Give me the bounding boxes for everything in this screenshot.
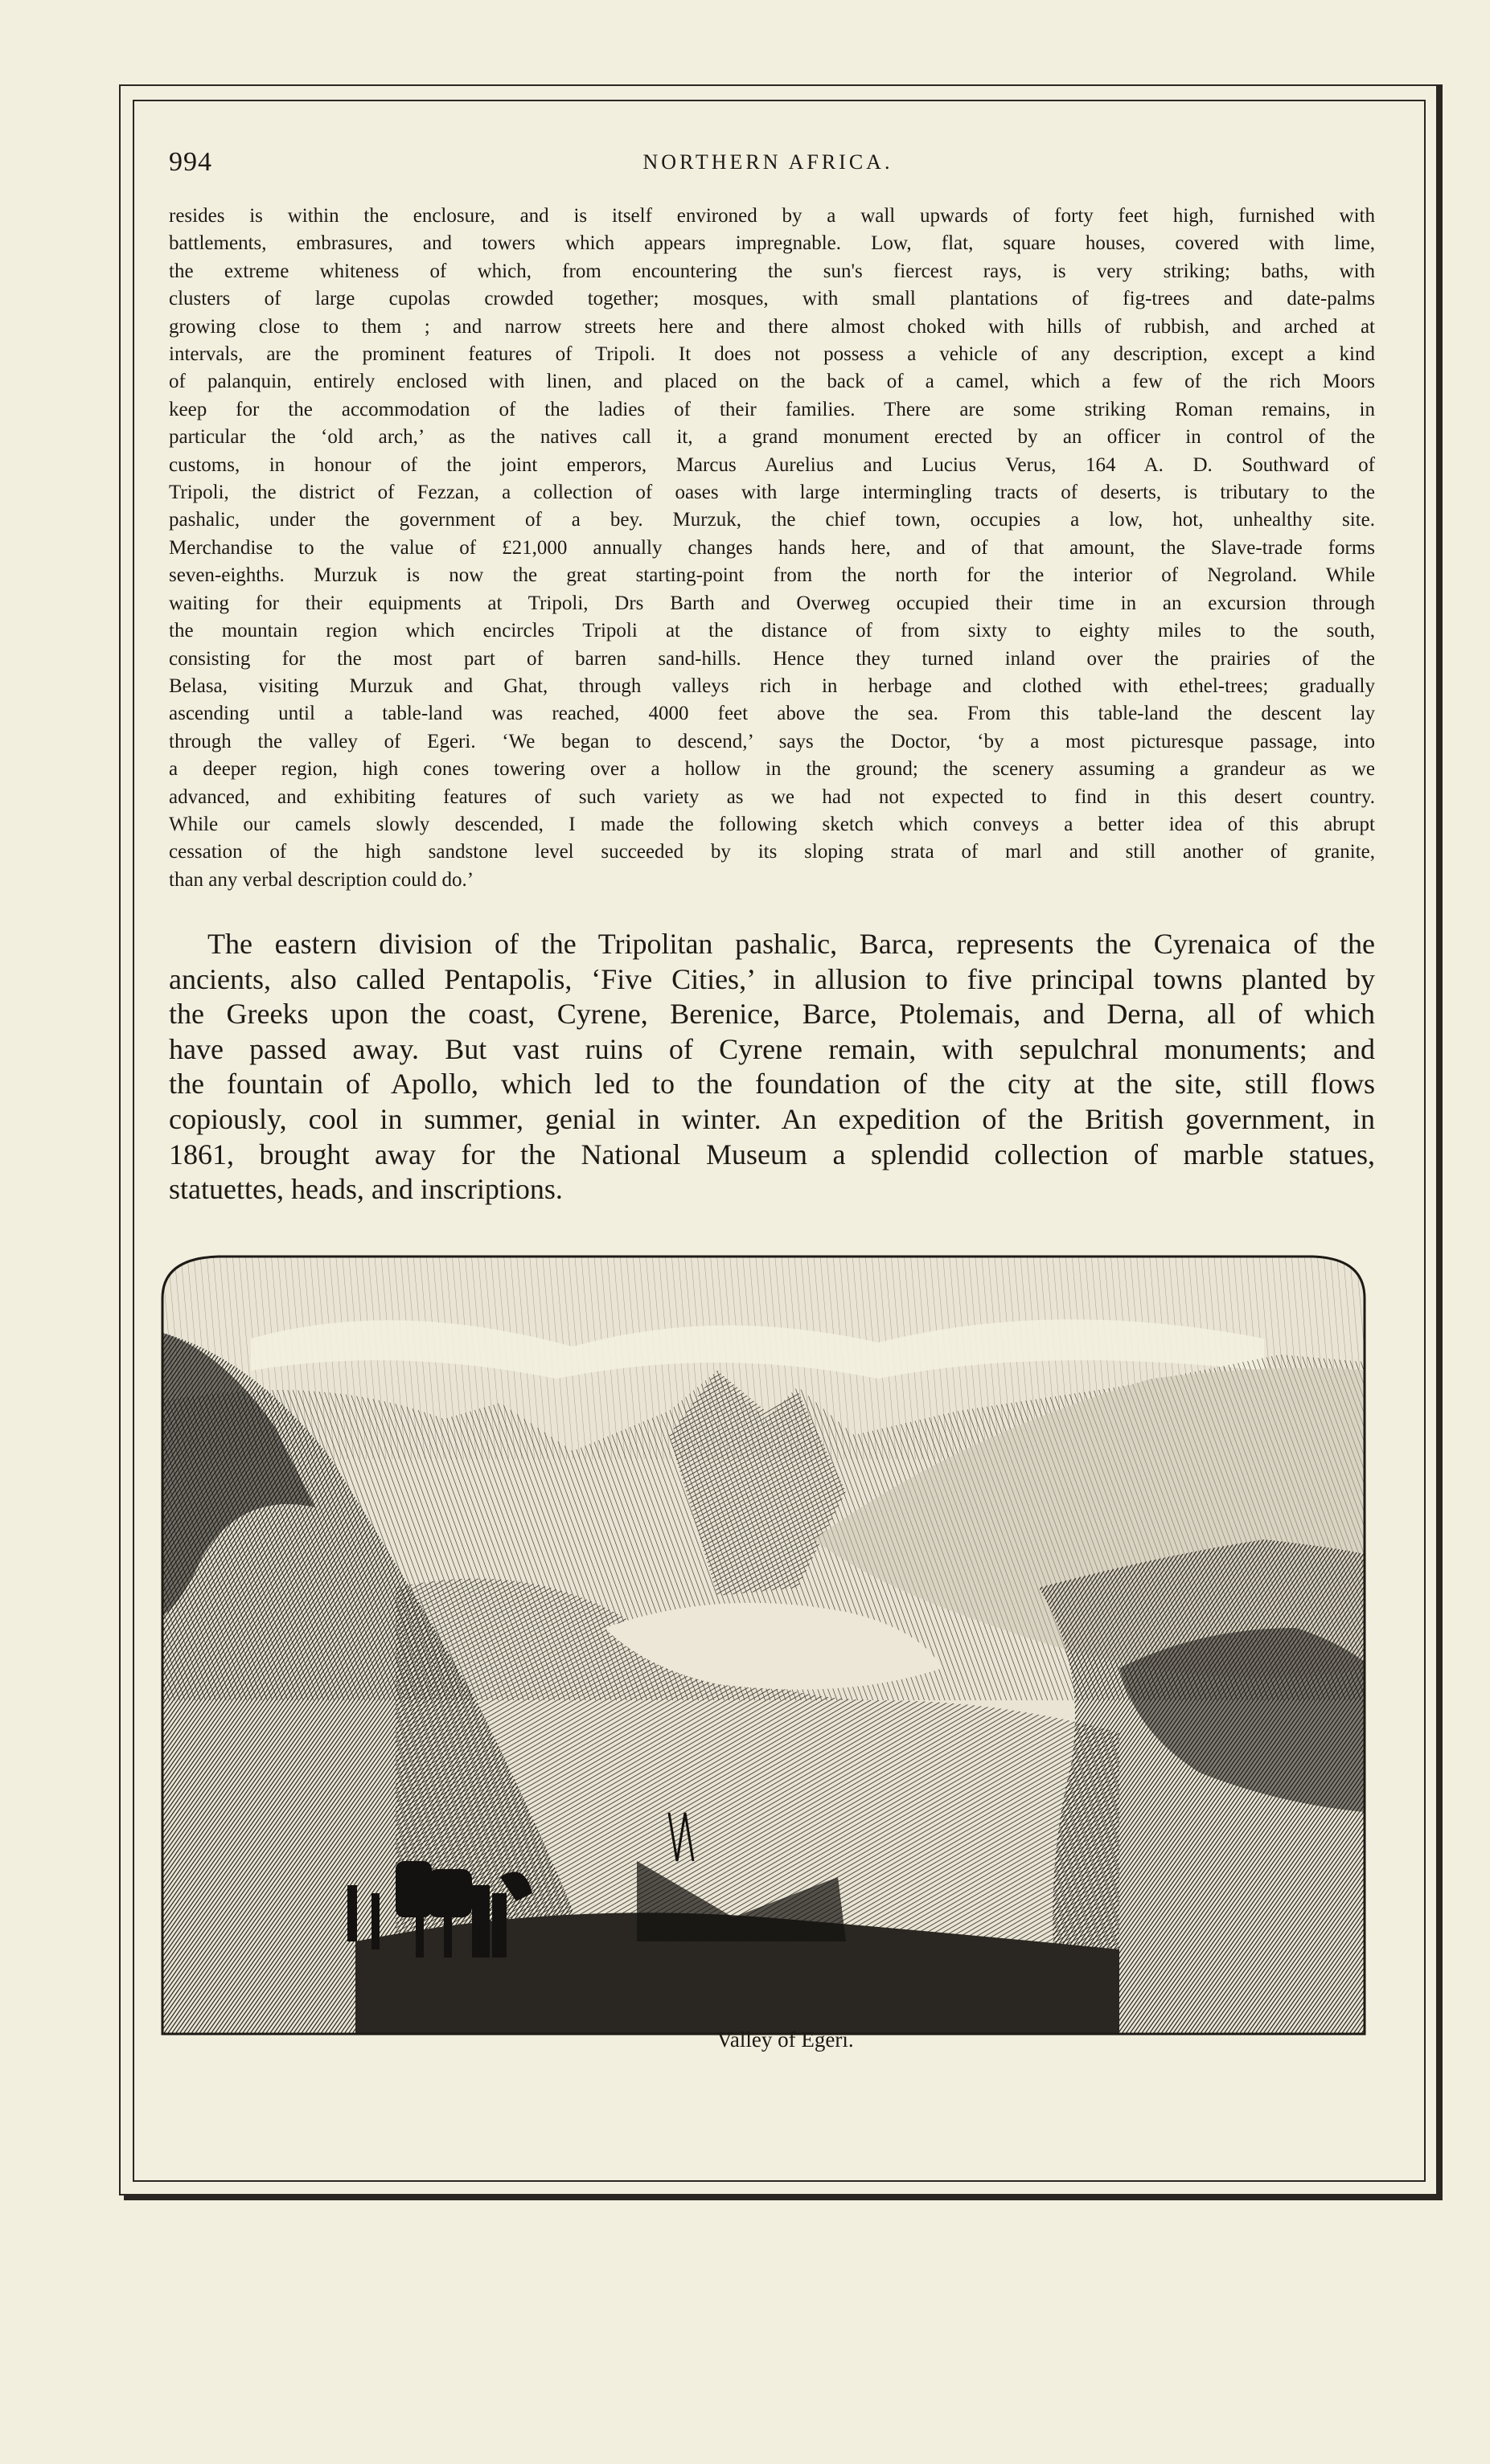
text-line: consisting for the most part of barren sand-hills. Hence they turned inland over the prairies of the: [169, 647, 1375, 670]
text-line: waiting for their equipments at Tripoli, Drs Barth and Overweg occupied their time in an excursion through: [169, 592, 1375, 614]
text-line: a deeper region, high cones towering over a hollow in the ground; the scenery assuming a grandeur as we: [169, 758, 1375, 781]
text-line: the mountain region which encircles Tripoli at the distance of from sixty to eighty miles to the south,: [169, 620, 1375, 642]
text-line: than any verbal description could do.’: [169, 868, 474, 891]
engraving-image: [154, 1250, 1373, 2038]
text-line: keep for the accommodation of the ladies of their families. There are some striking Roman remains, in: [169, 398, 1375, 420]
large-paragraph: [169, 927, 1375, 1207]
text-line: resides is within the enclosure, and is itself environed by a wall upwards of forty feet high, furnished with: [169, 205, 1375, 227]
text-line: the fountain of Apollo, which led to the foundation of the city at the site, still flows: [169, 1068, 1375, 1101]
text-line: statuettes, heads, and inscriptions.: [169, 1173, 563, 1206]
text-line: Tripoli, the district of Fezzan, a collection of oases with large intermingling tracts of deserts, is tributary to the: [169, 482, 1375, 504]
text-line: clusters of large cupolas crowded together; mosques, with small plantations of fig-trees and date-palms: [169, 288, 1375, 310]
text-line: the Greeks upon the coast, Cyrene, Berenice, Barce, Ptolemais, and Derna, all of which: [169, 998, 1375, 1031]
running-head: NORTHERN AFRICA.: [642, 150, 893, 174]
text-line: pashalic, under the government of a bey. Murzuk, the chief town, occupies a low, hot, unhealthy site.: [169, 509, 1375, 531]
text-line: of palanquin, entirely enclosed with linen, and placed on the back of a camel, which a few of the rich Moors: [169, 371, 1375, 393]
frame-shadow-right: [1438, 84, 1443, 2200]
text-line: Belasa, visiting Murzuk and Ghat, through valleys rich in herbage and clothed with ethel-trees; gradually: [169, 674, 1375, 697]
text-line: Merchandise to the value of £21,000 annually changes hands here, and of that amount, the Slave-trade forms: [169, 536, 1375, 559]
text-line: growing close to them ; and narrow streets here and there almost choked with hills of rubbish, and arched at: [169, 315, 1375, 338]
text-line: copiously, cool in summer, genial in winter. An expedition of the British government, in: [169, 1102, 1375, 1135]
text-line: seven-eighths. Murzuk is now the great starting-point from the north for the interior of Negroland. While: [169, 564, 1375, 587]
text-line: The eastern division of the Tripolitan pashalic, Barca, represents the Cyrenaica of the: [207, 928, 1375, 960]
text-line: the extreme whiteness of which, from encountering the sun's fiercest rays, is very striking; baths, with: [169, 260, 1375, 282]
figure-caption: [0, 2027, 1490, 2052]
text-line: intervals, are the prominent features of Tripoli. It does not possess a vehicle of any description, except a kind: [169, 343, 1375, 366]
text-line: 1861, brought away for the National Museum a splendid collection of marble statues,: [169, 1138, 1375, 1171]
text-line: through the valley of Egeri. ‘We began to descend,’ says the Doctor, ‘by a most picturesque passage, into: [169, 730, 1375, 752]
text-line: While our camels slowly descended, I made the following sketch which conveys a better idea of this abrupt: [169, 813, 1375, 835]
text-line: customs, in honour of the joint emperors, Marcus Aurelius and Lucius Verus, 164 A. D. Southward of: [169, 453, 1375, 476]
text-line: particular the ‘old arch,’ as the natives call it, a grand monument erected by an officer in control of the: [169, 426, 1375, 449]
illustration-valley-of-egeri: [154, 1250, 1373, 2464]
text-line: cessation of the high sandstone level succeeded by its sloping strata of marl and still another of granite,: [169, 841, 1375, 863]
text-line: battlements, embrasures, and towers which appears impregnable. Low, flat, square houses, covered with lime,: [169, 232, 1375, 255]
text-line: have passed away. But vast ruins of Cyrene remain, with sepulchral monuments; and: [169, 1032, 1375, 1065]
text-line: ancients, also called Pentapolis, ‘Five Cities,’ in allusion to five principal towns planted by: [169, 962, 1375, 995]
small-paragraph: [169, 203, 1375, 894]
page-number: 994: [169, 147, 212, 177]
caption-text: Valley of Egeri.: [716, 2027, 854, 2052]
text-line: advanced, and exhibiting features of such variety as we had not expected to find in this desert country.: [169, 785, 1375, 808]
page-header: [169, 147, 1367, 179]
text-line: ascending until a table-land was reached, 4000 feet above the sea. From this table-land the descent lay: [169, 703, 1375, 725]
